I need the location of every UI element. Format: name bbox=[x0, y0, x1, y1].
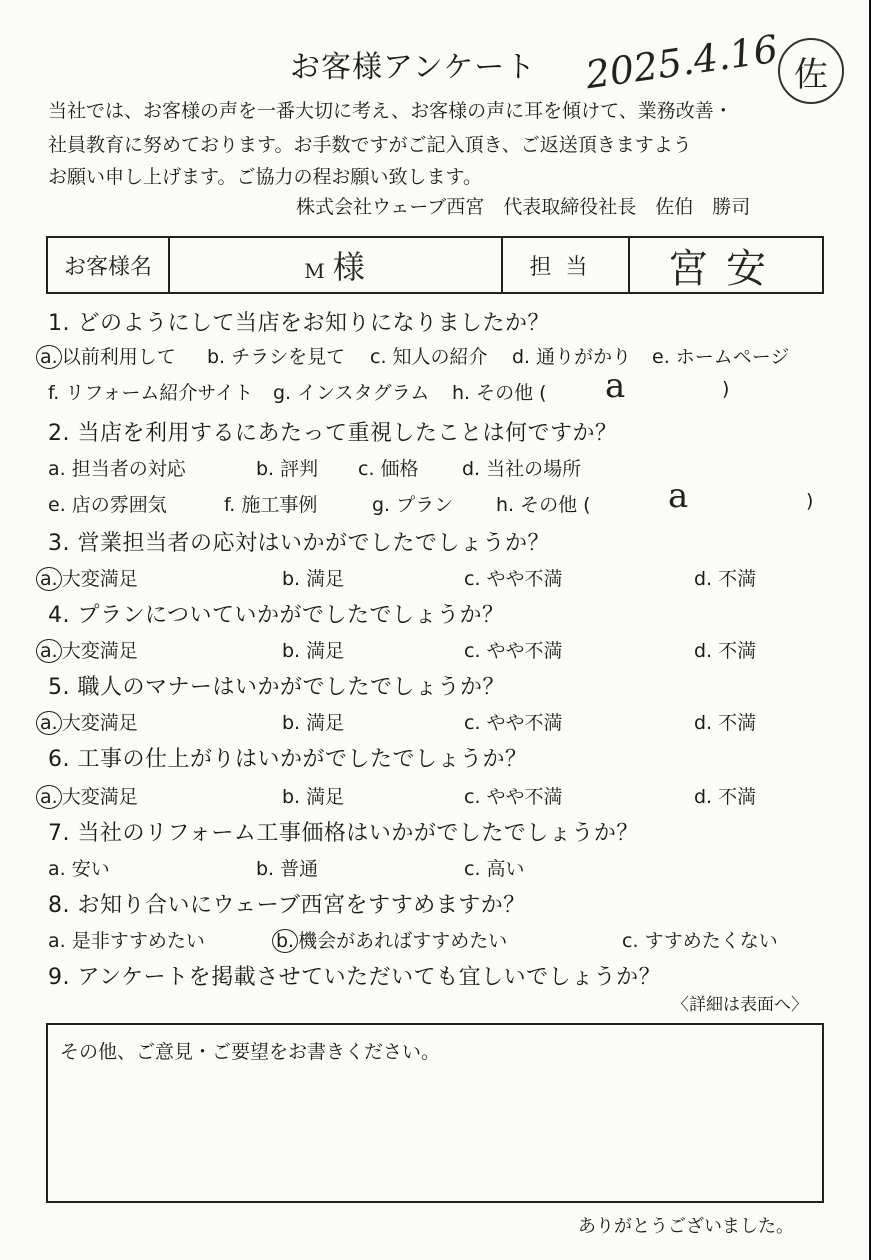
q1-option-c[interactable]: c. 知人の紹介 bbox=[370, 346, 488, 368]
staff-field[interactable] bbox=[630, 238, 822, 292]
q2-option-e[interactable]: e. 店の雰囲気 bbox=[48, 494, 167, 516]
seal-stamp-text: 佐 bbox=[794, 54, 828, 95]
q8-option-b[interactable]: b. 機会があればすすめたい bbox=[272, 926, 507, 953]
q3-option-b[interactable]: b. 満足 bbox=[282, 568, 345, 590]
customer-name-label: お客様名 bbox=[48, 238, 170, 292]
q2-option-c[interactable]: c. 価格 bbox=[358, 458, 419, 480]
q5-option-a[interactable]: a. 大変満足 bbox=[36, 708, 138, 735]
q1-option-a[interactable]: a. 以前利用して bbox=[36, 342, 176, 369]
q3-option-a[interactable]: a. 大変満足 bbox=[36, 564, 138, 591]
selected-circle: a. bbox=[36, 785, 62, 809]
selected-circle: b. bbox=[272, 929, 298, 953]
q1-close-paren: ) bbox=[722, 378, 730, 400]
q2-option-d[interactable]: d. 当社の場所 bbox=[462, 458, 582, 480]
q4-option-c[interactable]: c. やや不満 bbox=[464, 640, 563, 662]
q8-option-c[interactable]: c. すすめたくない bbox=[622, 930, 778, 952]
question-5: 5. 職人のマナーはいかがでしたでしょうか？ bbox=[48, 675, 505, 700]
q2-option-g[interactable]: g. プラン bbox=[372, 494, 454, 516]
q7-option-a[interactable]: a. 安い bbox=[48, 858, 110, 880]
question-8: 8. お知り合いにウェーブ西宮をすすめますか？ bbox=[48, 893, 526, 918]
seal-stamp bbox=[778, 38, 844, 104]
q1-option-d[interactable]: d. 通りがかり bbox=[512, 346, 632, 368]
q1-option-g[interactable]: g. インスタグラム bbox=[273, 382, 430, 404]
intro-line-1: 当社では、お客様の声を一番大切に考え、お客様の声に耳を傾けて、業務改善・ bbox=[48, 100, 733, 122]
q7-option-b[interactable]: b. 普通 bbox=[256, 858, 319, 880]
q2-close-paren: ) bbox=[806, 490, 814, 512]
question-6: 6. 工事の仕上がりはいかがでしたでしょうか？ bbox=[48, 747, 528, 772]
q4-option-b[interactable]: b. 満足 bbox=[282, 640, 345, 662]
q2-option-a[interactable]: a. 担当者の対応 bbox=[48, 458, 186, 480]
selected-circle: a. bbox=[36, 345, 62, 369]
q5-option-d[interactable]: d. 不満 bbox=[694, 712, 757, 734]
q1-other-answer: a bbox=[605, 366, 626, 406]
q6-option-a[interactable]: a. 大変満足 bbox=[36, 782, 138, 809]
handwritten-date: 2025.4.16 bbox=[582, 26, 781, 98]
q1-option-e[interactable]: e. ホームページ bbox=[652, 346, 790, 368]
q6-option-c[interactable]: c. やや不満 bbox=[464, 786, 563, 808]
question-4: 4. プランについていかがでしたでしょうか？ bbox=[48, 603, 505, 628]
page-title: お客様アンケート bbox=[290, 50, 537, 85]
q4-option-a[interactable]: a. 大変満足 bbox=[36, 636, 138, 663]
question-3: 3. 営業担当者の応対はいかがでしたでしょうか？ bbox=[48, 531, 550, 556]
intro-line-3: お願い申し上げます。ご協力の程お願い致します。 bbox=[48, 166, 482, 188]
q3-option-d[interactable]: d. 不満 bbox=[694, 568, 757, 590]
selected-circle: a. bbox=[36, 567, 62, 591]
q5-option-c[interactable]: c. やや不満 bbox=[464, 712, 563, 734]
question-1: 1. どのようにして当店をお知りになりましたか？ bbox=[48, 311, 550, 336]
selected-circle: a. bbox=[36, 711, 62, 735]
question-7: 7. 当社のリフォーム工事価格はいかがでしたでしょうか？ bbox=[48, 821, 639, 846]
q8-option-a[interactable]: a. 是非すすめたい bbox=[48, 930, 205, 952]
intro-line-2: 社員教育に努めております。お手数ですがご記入頂き、ご返送頂きますよう bbox=[48, 134, 692, 156]
staff-name: 宮安 bbox=[668, 245, 784, 292]
staff-label: 担当 bbox=[503, 238, 630, 292]
company-signature: 株式会社ウェーブ西宮 代表取締役社長 佐伯 勝司 bbox=[296, 196, 751, 218]
comments-label: その他、ご意見・ご要望をお書きください。 bbox=[60, 1041, 441, 1063]
comments-box[interactable] bbox=[46, 1023, 824, 1203]
q9-note: 〈詳細は表面へ〉 bbox=[672, 995, 808, 1015]
customer-info-table bbox=[46, 236, 824, 294]
q1-option-b[interactable]: b. チラシを見て bbox=[207, 346, 346, 368]
q5-option-b[interactable]: b. 満足 bbox=[282, 712, 345, 734]
selected-circle: a. bbox=[36, 639, 62, 663]
footer-thanks: ありがとうございました。 bbox=[578, 1216, 794, 1237]
q1-option-f[interactable]: f. リフォーム紹介サイト bbox=[48, 382, 254, 404]
customer-name-field[interactable] bbox=[170, 238, 503, 292]
question-9: 9. アンケートを掲載させていただいても宜しいでしょうか？ bbox=[48, 965, 662, 990]
question-2: 2. 当店を利用するにあたって重視したことは何ですか？ bbox=[48, 421, 618, 446]
q2-option-b[interactable]: b. 評判 bbox=[256, 458, 319, 480]
q3-option-c[interactable]: c. やや不満 bbox=[464, 568, 563, 590]
customer-honorific: 様 bbox=[332, 248, 367, 286]
q2-other-answer: a bbox=[668, 476, 689, 516]
q1-option-h[interactable]: h. その他 ( bbox=[452, 382, 547, 404]
q7-option-c[interactable]: c. 高い bbox=[464, 858, 525, 880]
q6-option-d[interactable]: d. 不満 bbox=[694, 786, 757, 808]
q2-option-f[interactable]: f. 施工事例 bbox=[224, 494, 318, 516]
q6-option-b[interactable]: b. 満足 bbox=[282, 786, 345, 808]
q4-option-d[interactable]: d. 不満 bbox=[694, 640, 757, 662]
customer-initial: M bbox=[304, 259, 327, 283]
q2-option-h[interactable]: h. その他 ( bbox=[496, 494, 591, 516]
